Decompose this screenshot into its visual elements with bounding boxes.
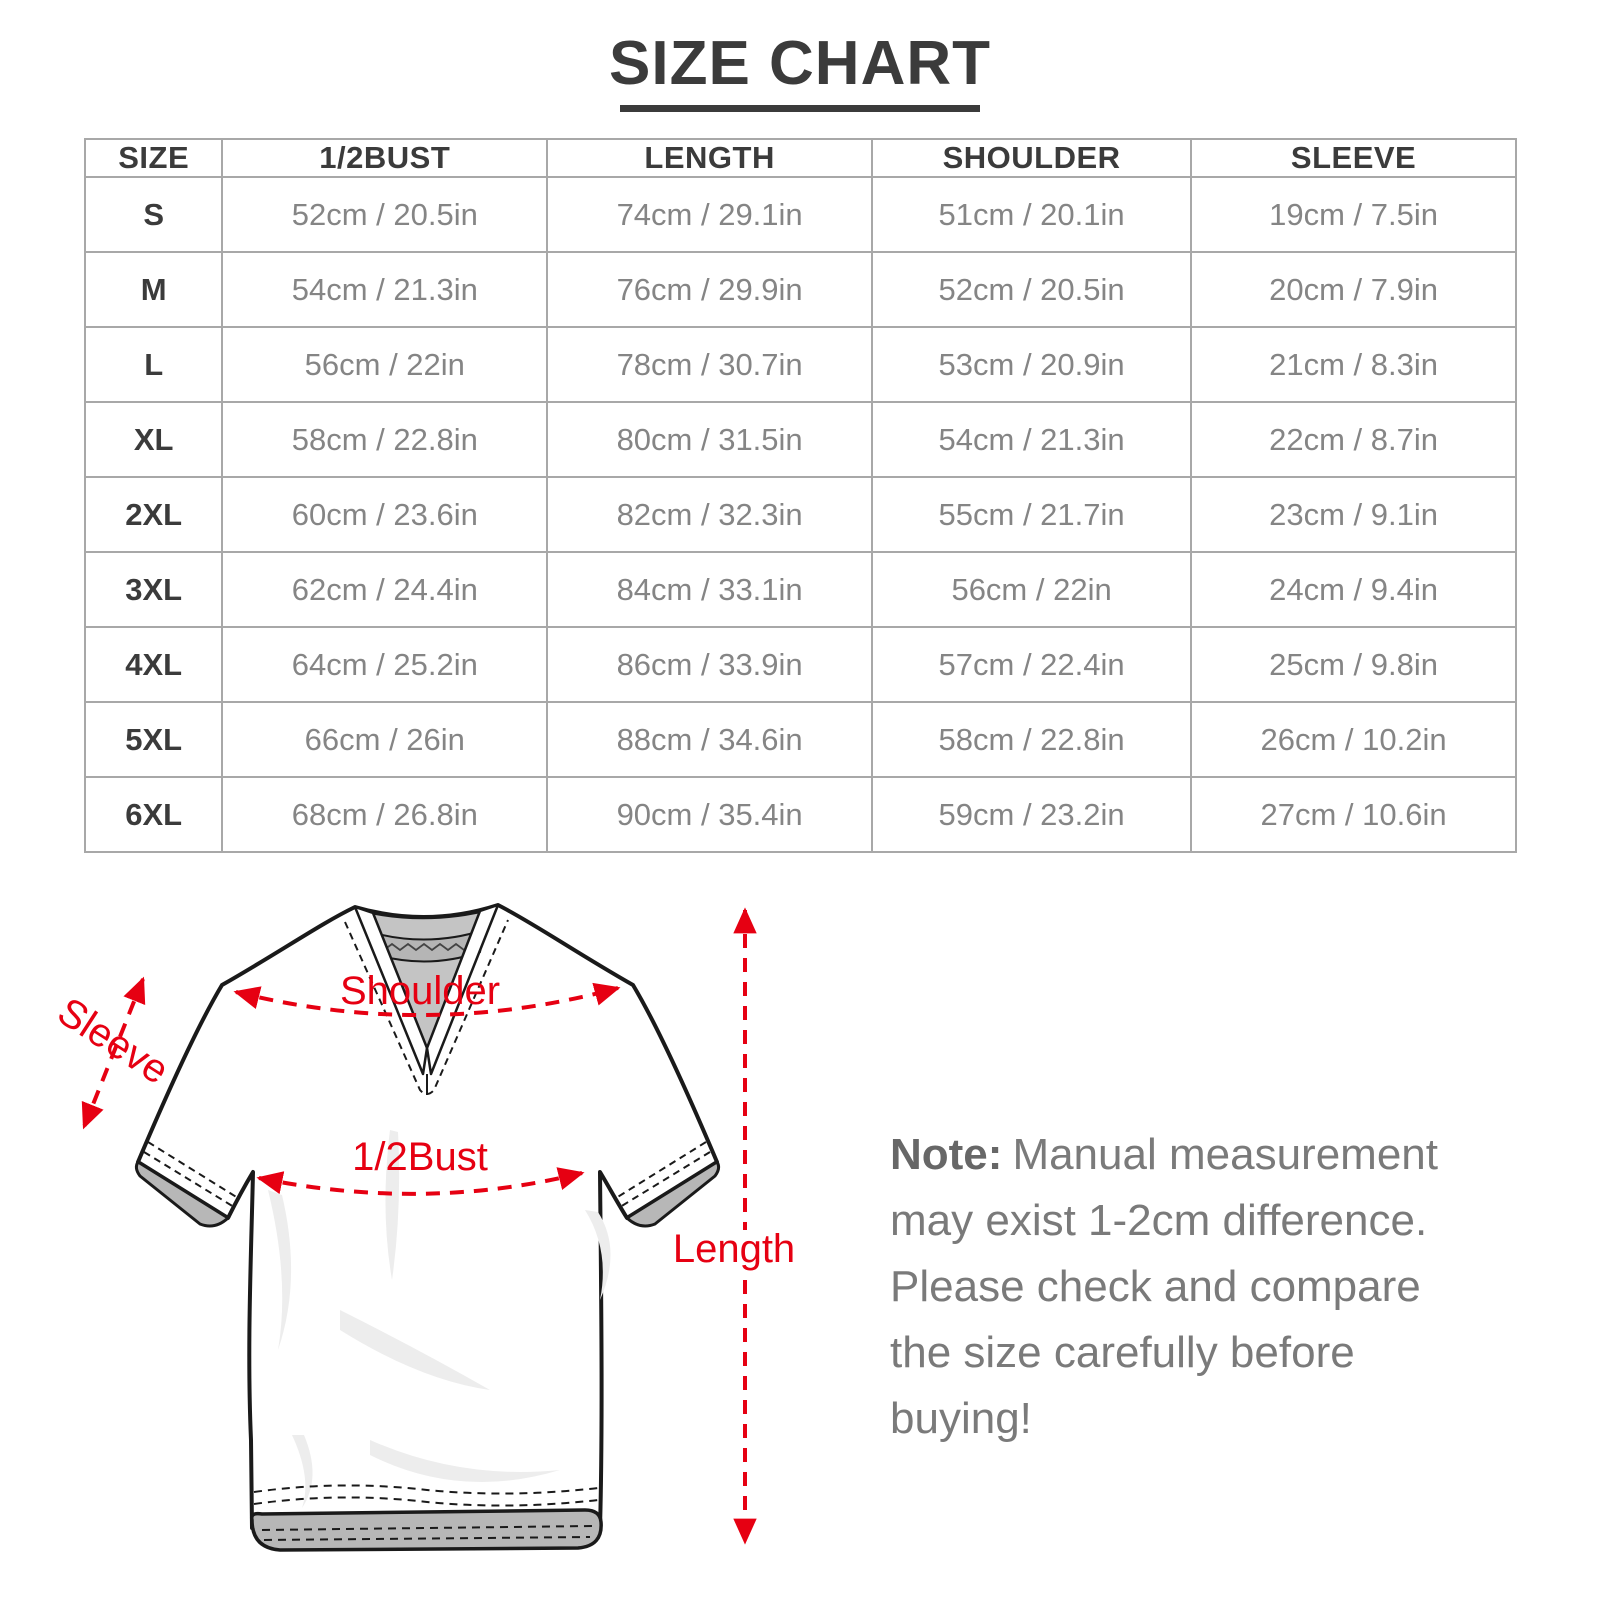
measure-cell: 84cm / 33.1in [547,552,872,627]
measure-cell: 68cm / 26.8in [222,777,547,852]
bust-label: 1/2Bust [352,1135,488,1179]
measure-cell: 86cm / 33.9in [547,627,872,702]
measure-cell: 52cm / 20.5in [872,252,1191,327]
measure-cell: 53cm / 20.9in [872,327,1191,402]
table-row [85,402,1516,477]
measure-cell: 52cm / 20.5in [222,177,547,252]
size-cell: S [85,177,222,252]
size-cell: 4XL [85,627,222,702]
sleeve-label: Sleeve [49,989,177,1093]
title-block [0,28,1600,112]
note-label: Note: [890,1130,1003,1179]
size-cell: 2XL [85,477,222,552]
size-cell: 5XL [85,702,222,777]
page-title: SIZE CHART [609,29,991,98]
column-header: LENGTH [547,139,872,177]
column-header: SHOULDER [872,139,1191,177]
table-row [85,477,1516,552]
measure-cell: 62cm / 24.4in [222,552,547,627]
measure-cell: 19cm / 7.5in [1191,177,1516,252]
tshirt-diagram [40,880,840,1600]
measure-cell: 24cm / 9.4in [1191,552,1516,627]
measure-cell: 60cm / 23.6in [222,477,547,552]
measure-cell: 56cm / 22in [222,327,547,402]
table-row [85,327,1516,402]
table-body [85,177,1516,852]
table-row [85,177,1516,252]
measure-cell: 90cm / 35.4in [547,777,872,852]
measure-cell: 82cm / 32.3in [547,477,872,552]
note-body: Manual measurement may exist 1-2cm difference. Please check and compare the size carefully before buying! [890,1130,1438,1443]
table-row [85,252,1516,327]
size-cell: M [85,252,222,327]
size-cell: 3XL [85,552,222,627]
measure-cell: 27cm / 10.6in [1191,777,1516,852]
length-label: Length [672,1227,796,1271]
measure-cell: 23cm / 9.1in [1191,477,1516,552]
measure-cell: 54cm / 21.3in [872,402,1191,477]
measure-cell: 80cm / 31.5in [547,402,872,477]
measure-cell: 54cm / 21.3in [222,252,547,327]
measure-cell: 58cm / 22.8in [222,402,547,477]
measure-cell: 57cm / 22.4in [872,627,1191,702]
measure-cell: 55cm / 21.7in [872,477,1191,552]
measure-cell: 22cm / 8.7in [1191,402,1516,477]
measure-cell: 88cm / 34.6in [547,702,872,777]
table-header-row [85,139,1516,177]
table-row [85,627,1516,702]
measure-cell: 26cm / 10.2in [1191,702,1516,777]
shoulder-label: Shoulder [339,969,501,1013]
measure-cell: 58cm / 22.8in [872,702,1191,777]
title-underline [620,105,980,112]
measure-cell: 66cm / 26in [222,702,547,777]
measure-cell: 51cm / 20.1in [872,177,1191,252]
size-cell: 6XL [85,777,222,852]
size-cell: XL [85,402,222,477]
column-header: 1/2BUST [222,139,547,177]
measure-cell: 64cm / 25.2in [222,627,547,702]
size-table [84,138,1517,853]
note-text [890,1122,1475,1452]
measure-cell: 78cm / 30.7in [547,327,872,402]
measure-cell: 59cm / 23.2in [872,777,1191,852]
measure-cell: 74cm / 29.1in [547,177,872,252]
table-row [85,777,1516,852]
measure-cell: 25cm / 9.8in [1191,627,1516,702]
measure-cell: 21cm / 8.3in [1191,327,1516,402]
table-row [85,702,1516,777]
measure-cell: 76cm / 29.9in [547,252,872,327]
measure-cell: 56cm / 22in [872,552,1191,627]
measure-cell: 20cm / 7.9in [1191,252,1516,327]
size-cell: L [85,327,222,402]
table-row [85,552,1516,627]
column-header: SIZE [85,139,222,177]
column-header: SLEEVE [1191,139,1516,177]
